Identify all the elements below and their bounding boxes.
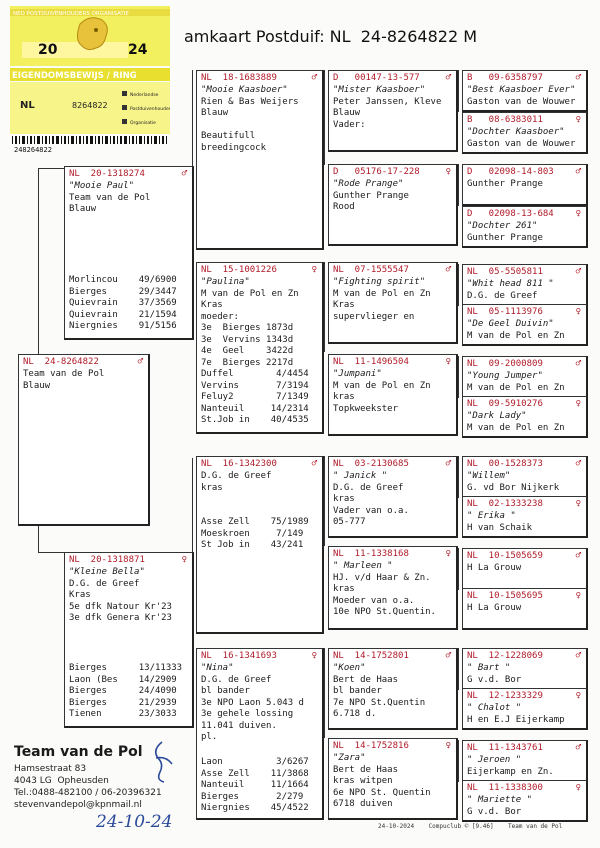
ring-number: NL 16-1341693 xyxy=(201,651,277,661)
pigeon-name: " Bart " xyxy=(467,663,511,673)
note: Beautifull xyxy=(201,131,256,141)
print-footer: 24-10-2024 Compuclub © [9.46] Team van de Pol xyxy=(378,823,563,830)
svg-text:Nederlandse: Nederlandse xyxy=(130,93,159,98)
pigeon-name: " Jeroen " xyxy=(467,755,522,765)
owner: M van de Pol en Zn xyxy=(333,288,431,299)
owner: H van Schaik xyxy=(467,522,533,533)
sex-symbol: ♂ xyxy=(575,359,581,369)
note: 6718 duiven xyxy=(333,799,393,809)
note: 6e NPO St. Quentin xyxy=(333,787,431,798)
pigeon-name: " Janick " xyxy=(333,471,388,481)
note: Moeder van o.a. xyxy=(333,595,415,606)
ring-number: NL 14-1752801 xyxy=(333,651,409,661)
color: Blauw xyxy=(23,380,51,391)
ring-number: NL 14-1752816 xyxy=(333,741,409,751)
color: kras xyxy=(333,584,355,594)
pigeon-name: "Koen" xyxy=(333,663,366,673)
color: kras witpen xyxy=(333,776,393,786)
pigeon-name: "Dochter 261" xyxy=(467,221,538,231)
result-row: Nanteuil 11/ 1664 xyxy=(201,780,309,790)
sex-symbol: ♂ xyxy=(575,267,581,277)
race-results xyxy=(69,275,188,333)
note: Topkweekster xyxy=(333,403,399,414)
result-row: Quievrain 37/ 3569 xyxy=(69,298,177,308)
pigeon-name: "Fighting spirit" xyxy=(333,277,426,287)
svg-text:Postduivenhouders: Postduivenhouders xyxy=(130,107,170,112)
pigeon-name: "Mooie Kaasboer" xyxy=(201,85,288,95)
note: 4e Geel 3422d xyxy=(201,346,294,356)
ring-number: NL 12-1228069 xyxy=(467,651,543,661)
sex-symbol: ♂ xyxy=(575,459,581,469)
color: Kras xyxy=(333,300,355,310)
color: Kras xyxy=(69,590,91,600)
pigeon-name: " Marleen " xyxy=(333,561,393,571)
great-grandparent-card xyxy=(328,262,458,344)
sex-symbol: ♀ xyxy=(575,307,581,317)
ring-number: NL 24-8264822 xyxy=(23,357,99,367)
color: Kras xyxy=(201,300,223,310)
note: breedingcock xyxy=(201,142,267,153)
result-row: Duffel 4/ 4454 xyxy=(201,369,309,379)
result-row: Quievrain 21/ 1594 xyxy=(69,309,177,320)
owner: M van de Pol en Zn xyxy=(333,380,431,391)
page-title: amkaart Postduif: NL 24-8264822 M xyxy=(184,27,478,46)
ring-number: NL 09-2000809 xyxy=(467,359,543,369)
great-grandparent-card xyxy=(328,648,458,730)
owner: H en E.J Eijerkamp xyxy=(467,714,565,725)
ring-number: NL 07-1555547 xyxy=(333,265,409,275)
note: 3e NPO Laon 5.043 d xyxy=(201,697,304,708)
pigeon-name: "Nina" xyxy=(201,663,234,673)
sex-symbol: ♀ xyxy=(575,591,581,601)
note: Vader van o.a. xyxy=(333,505,409,516)
ring-number: NL 20-1318274 xyxy=(69,169,145,179)
grandsire-sire-side-card xyxy=(196,70,324,250)
ring-number: NL 11-1338168 xyxy=(333,549,409,559)
result-row: Bierges 13/ 11333 xyxy=(69,663,183,673)
ring-number: NL 12-1233329 xyxy=(467,691,543,701)
tag-country: NL xyxy=(20,100,35,111)
pigeon-name: "Dochter Kaasboer" xyxy=(467,127,565,137)
ring-number: D 02098-13-684 xyxy=(467,209,554,219)
sex-symbol: ♀ xyxy=(575,783,581,793)
result-row: Laon 3/ 6267 xyxy=(201,757,309,767)
tag-header: NED POSTDUIVENHOUDERS ORGANISATIE xyxy=(13,11,129,17)
owner: M van de Pol en Zn xyxy=(201,288,299,299)
ring-number: B 09-6358797 xyxy=(467,73,543,83)
sex-symbol: ♂ xyxy=(575,167,581,177)
ring-number: NL 11-1496504 xyxy=(333,357,409,367)
tag-year-right: 24 xyxy=(128,42,148,58)
owner: D.G. de Greef xyxy=(69,578,140,589)
sire-card xyxy=(64,166,194,340)
result-row: Morlincou 49/ 6900 xyxy=(69,275,177,285)
sex-symbol: ♂ xyxy=(311,73,317,83)
granddam-dam-side-card xyxy=(196,648,324,820)
result-row: Feluy2 7/ 1349 xyxy=(201,392,309,402)
race-results xyxy=(201,757,318,815)
signature-icon xyxy=(148,740,178,784)
great-grandparent-card xyxy=(328,546,458,630)
owner: H La Grouw xyxy=(467,563,522,573)
color: kras xyxy=(333,392,355,402)
gg-grandparent-card xyxy=(462,780,588,822)
owner: M van de Pol en Zn xyxy=(467,330,565,341)
owner: M van de Pol en Zn xyxy=(467,382,565,393)
ring-number: NL 16-1342300 xyxy=(201,459,277,469)
sex-symbol: ♀ xyxy=(445,549,451,559)
barcode-icon xyxy=(12,136,167,144)
note: 10e NPO St.Quentin. xyxy=(333,607,436,617)
ring-number: B 08-6383011 xyxy=(467,115,543,125)
ring-number: NL 11-1338300 xyxy=(467,783,543,793)
result-row: St Job in 43/ 241 xyxy=(201,540,304,550)
ownership-tag xyxy=(10,6,170,154)
result-row: St.Job in 40/ 4535 xyxy=(201,415,309,425)
ring-number: NL 00-1528373 xyxy=(467,459,543,469)
result-row: Laon (Bes 14/ 2909 xyxy=(69,674,177,685)
race-results xyxy=(201,517,318,552)
sex-symbol: ♂ xyxy=(575,551,581,561)
owner: D.G. de Greef xyxy=(467,290,538,301)
sex-symbol: ♀ xyxy=(181,555,187,565)
gg-grandparent-card xyxy=(462,206,588,248)
gg-grandparent-card xyxy=(462,264,588,306)
grandsire-dam-side-card xyxy=(196,456,324,634)
pigeon-name: " Erika " xyxy=(467,511,516,521)
ring-number: NL 11-1343761 xyxy=(467,743,543,753)
color: Rood xyxy=(333,202,355,212)
gg-grandparent-card xyxy=(462,304,588,346)
gg-grandparent-card xyxy=(462,548,588,590)
ring-number: NL 03-2130685 xyxy=(333,459,409,469)
great-grandparent-card xyxy=(328,738,458,820)
great-grandparent-card xyxy=(328,164,458,246)
granddam-sire-side-card xyxy=(196,262,324,434)
result-row: Bierges 29/ 3447 xyxy=(69,286,177,297)
sex-symbol: ♀ xyxy=(575,399,581,409)
result-row: Moeskroen 7/ 149 xyxy=(201,528,304,539)
owner: Bert de Haas xyxy=(333,674,399,685)
result-row: Bierges 2/ 279 xyxy=(201,791,304,802)
owner: G v.d. Bor xyxy=(467,806,522,817)
sex-symbol: ♀ xyxy=(575,691,581,701)
owner: D.G. de Greef xyxy=(333,482,404,493)
ring-number: D 02098-14-803 xyxy=(467,167,554,177)
gg-grandparent-card xyxy=(462,588,588,630)
sex-symbol: ♀ xyxy=(445,741,451,751)
owner: Gaston van de Wouwer xyxy=(467,138,576,149)
result-row: Bierges 24/ 4090 xyxy=(69,686,177,696)
breeder-address: Hamsestraat 83 xyxy=(14,764,87,774)
gg-grandparent-card xyxy=(462,740,588,782)
color: Blauw xyxy=(333,108,361,118)
sex-symbol: ♀ xyxy=(575,115,581,125)
gg-grandparent-card xyxy=(462,356,588,398)
gg-grandparent-card xyxy=(462,396,588,438)
pigeon-name: "Young Jumper" xyxy=(467,371,543,381)
gg-grandparent-card xyxy=(462,164,588,206)
sex-symbol: ♂ xyxy=(137,357,143,367)
owner: Gunther Prange xyxy=(333,190,409,201)
pigeon-name: "Dark Lady" xyxy=(467,411,527,421)
color: bl bander xyxy=(333,686,382,696)
pigeon-name: "Whit head 811 " xyxy=(467,279,554,289)
note: 7e Bierges 2217d xyxy=(201,357,294,368)
ring-number: NL 10-1505659 xyxy=(467,551,543,561)
result-row: Nanteuil 14/ 2314 xyxy=(201,403,309,414)
result-row: Niergnies 91/ 5156 xyxy=(69,321,177,331)
note: supervlieger en xyxy=(333,311,415,322)
pigeon-name: "Jumpani" xyxy=(333,369,382,379)
sex-symbol: ♂ xyxy=(575,73,581,83)
sex-symbol: ♀ xyxy=(445,167,451,177)
subject-card xyxy=(18,354,150,526)
owner: G v.d. Bor xyxy=(467,674,522,685)
ring-number: NL 05-1113976 xyxy=(467,307,543,317)
note: 3e Bierges 1873d xyxy=(201,323,294,333)
sex-symbol: ♀ xyxy=(311,265,317,275)
owner: Gunther Prange xyxy=(467,179,543,189)
sex-symbol: ♂ xyxy=(445,265,451,275)
breeder-phone: Tel.:0488-482100 / 06-20396321 xyxy=(14,788,162,798)
owner: H La Grouw xyxy=(467,603,522,613)
pigeon-name: "Zara" xyxy=(333,753,366,763)
note: 11.041 duiven. xyxy=(201,720,277,731)
great-grandparent-card xyxy=(328,70,458,152)
sex-symbol: ♂ xyxy=(445,73,451,83)
pigeon-name: "Paulina" xyxy=(201,277,250,287)
pigeon-name: "Rode Prange" xyxy=(333,179,404,189)
owner: Eijerkamp en Zn. xyxy=(467,766,554,777)
pigeon-name: " Mariette " xyxy=(467,795,533,805)
sex-symbol: ♂ xyxy=(445,459,451,469)
sex-symbol: ♂ xyxy=(575,651,581,661)
note: pl. xyxy=(201,732,218,742)
result-row: Bierges 21/ 2939 xyxy=(69,697,177,708)
sex-symbol: ♂ xyxy=(311,459,317,469)
gg-grandparent-card xyxy=(462,648,588,690)
owner: Bert de Haas xyxy=(333,764,399,775)
race-results xyxy=(69,663,188,721)
pigeon-name: "De Geel Duivin" xyxy=(467,319,554,329)
owner: M van de Pol en Zn xyxy=(467,422,565,433)
sex-symbol: ♀ xyxy=(575,209,581,219)
note: 5e dfk Natour Kr'23 xyxy=(69,601,172,612)
ring-number: NL 02-1333238 xyxy=(467,499,543,509)
note: 3e dfk Genera Kr'23 xyxy=(69,613,172,623)
breeder-email[interactable]: stevenvandepol@kpnmail.nl xyxy=(14,800,142,810)
note: Vader: xyxy=(333,119,366,130)
color: Blauw xyxy=(69,204,97,214)
note: 05-777 xyxy=(333,517,366,527)
note: 3e gehele lossing xyxy=(201,709,294,719)
pigeon-name: "Willem" xyxy=(467,471,511,481)
pigeon-name: "Kleine Bella" xyxy=(69,567,145,577)
gg-grandparent-card xyxy=(462,112,588,154)
ring-number: D 05176-17-228 xyxy=(333,167,420,177)
owner: Peter Janssen, Kleve xyxy=(333,96,442,107)
owner: Gunther Prange xyxy=(467,232,543,243)
tag-ring-no: 8264822 xyxy=(72,101,108,110)
sex-symbol: ♂ xyxy=(445,651,451,661)
sex-symbol: ♀ xyxy=(445,357,451,367)
race-results xyxy=(201,369,318,427)
owner: Team van de Pol xyxy=(69,192,151,203)
tag-year-left: 20 xyxy=(38,42,58,58)
ring-number: NL 15-1001226 xyxy=(201,265,277,275)
owner: Rien & Bas Weijers xyxy=(201,96,299,107)
note: 6.718 d. xyxy=(333,709,377,719)
ring-number: NL 10-1505695 xyxy=(467,591,543,601)
ring-number: NL 18-1683889 xyxy=(201,73,277,83)
sex-symbol: ♂ xyxy=(181,169,187,179)
breeder-name: Team van de Pol xyxy=(14,744,143,760)
owner: Team van de Pol xyxy=(23,369,105,379)
result-row: Asse Zell 11/ 3868 xyxy=(201,768,309,779)
owner: D.G. de Greef xyxy=(201,471,272,481)
pigeon-name: "Best Kaasboer Ever" xyxy=(467,85,576,95)
great-grandparent-card xyxy=(328,456,458,538)
owner: Gaston van de Wouwer xyxy=(467,96,576,107)
sex-symbol: ♂ xyxy=(575,743,581,753)
gg-grandparent-card xyxy=(462,70,588,112)
ring-number: D 00147-13-577 xyxy=(333,73,420,83)
pigeon-name: " Chalot " xyxy=(467,703,522,713)
handwritten-date: 24-10-24 xyxy=(96,812,173,832)
color: kras xyxy=(201,482,223,493)
great-grandparent-card xyxy=(328,354,458,436)
pigeon-name: "Mooie Paul" xyxy=(69,181,135,191)
gg-grandparent-card xyxy=(462,688,588,730)
sex-symbol: ♀ xyxy=(575,499,581,509)
breeder-city: 4043 LG Opheusden xyxy=(14,776,109,786)
result-row: Asse Zell 75/ 1989 xyxy=(201,517,309,527)
tag-band-text: EIGENDOMSBEWIJS / RING xyxy=(12,71,137,81)
note: moeder: xyxy=(201,311,239,322)
result-row: Vervins 7/ 3194 xyxy=(201,380,309,391)
color: Blauw xyxy=(201,108,229,118)
owner: G. vd Bor Nijkerk xyxy=(467,482,560,493)
dam-card xyxy=(64,552,194,728)
gg-grandparent-card xyxy=(462,496,588,538)
gg-grandparent-card xyxy=(462,456,588,498)
owner: D.G. de Greef xyxy=(201,674,272,685)
svg-text:Organisatie: Organisatie xyxy=(130,121,156,126)
result-row: Niergnies 45/ 4522 xyxy=(201,803,309,813)
ring-number: NL 20-1318871 xyxy=(69,555,145,565)
color: bl bander xyxy=(201,686,250,696)
tag-barcode-number: 248264822 xyxy=(14,146,52,154)
pigeon-name: "Mister Kaasboer" xyxy=(333,85,426,95)
ring-number: NL 09-5910276 xyxy=(467,399,543,409)
sex-symbol: ♀ xyxy=(311,651,317,661)
owner: HJ. v/d Haar & Zn. xyxy=(333,572,431,583)
color: kras xyxy=(333,494,355,504)
note: 7e NPO St.Quentin xyxy=(333,697,426,708)
ring-number: NL 05-5505811 xyxy=(467,267,543,277)
result-row: Tienen 23/ 3033 xyxy=(69,709,177,719)
note: 3e Vervins 1343d xyxy=(201,334,294,345)
